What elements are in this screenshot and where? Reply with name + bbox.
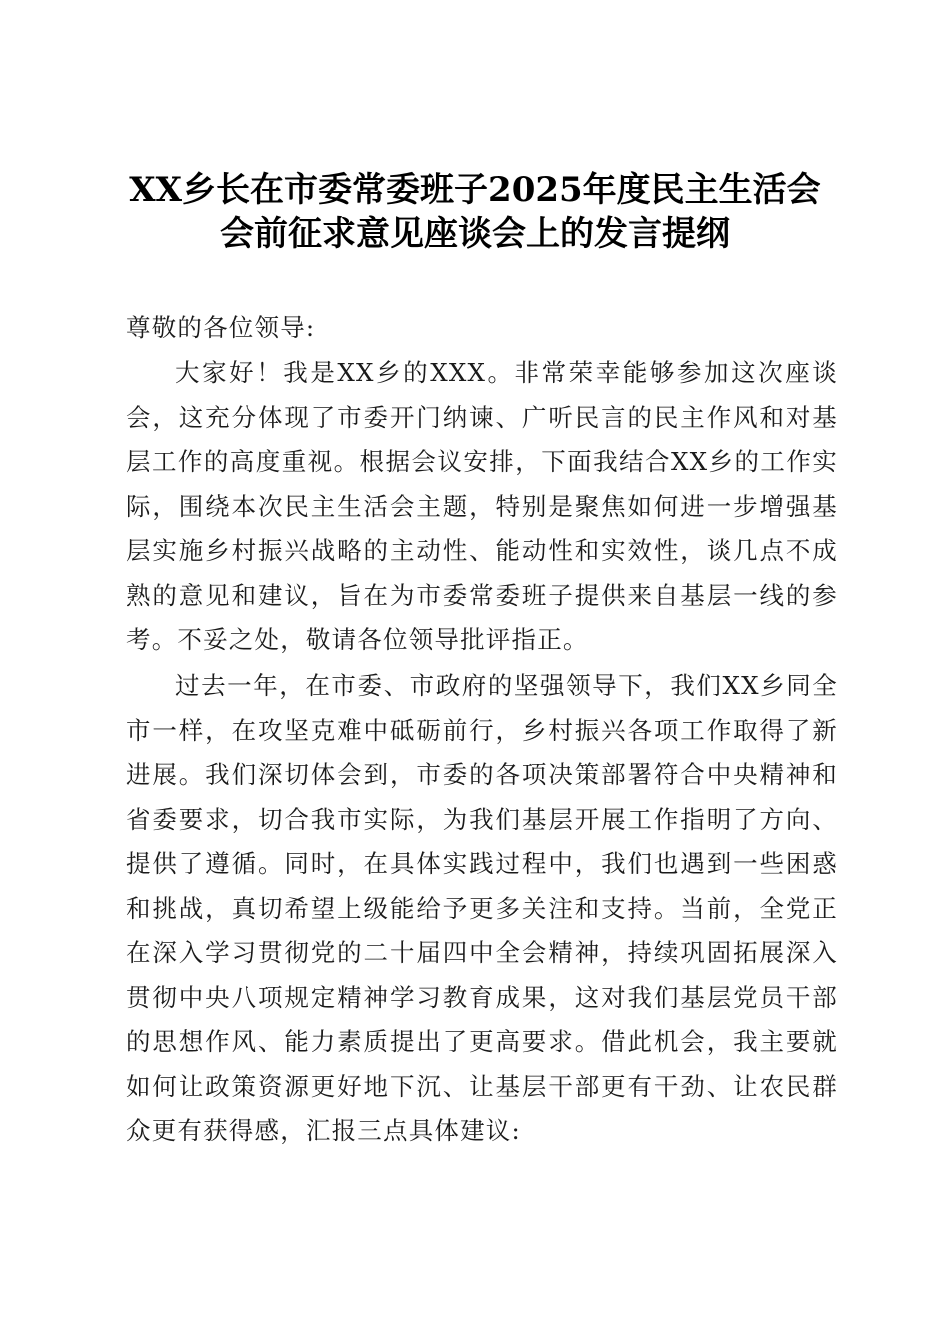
paragraph-2: 过去一年，在市委、市政府的坚强领导下，我们XX乡同全市一样，在攻坚克难中砥砺前行，乡村振兴各项工作取得了新进展。我们深切体会到，市委的各项决策部署符合中央精神和省委要求，切合我市实际，为我们基层开展工作指明了方向、提供了遵循。同时，在具体实践过程中，我们也遇到一些困惑和挑战，真切希望上级能给予更多关注和支持。当前，全党正在深入学习贯彻党的二十届四中全会精神，持续巩固拓展深入贯彻中央八项规定精神学习教育成果，这对我们基层党员干部的思想作风、能力素质提出了更高要求。借此机会，我主要就如何让政策资源更好地下沉、让基层干部更有干劲、让农民群众更有获得感，汇报三点具体建议:	[126, 671, 838, 1145]
document-title-line-1: XX乡长在市委常委班子2025年度民主生活会	[129, 170, 821, 210]
document-title-line-2: 会前征求意见座谈会上的发言提纲	[220, 214, 730, 254]
paragraph-1: 大家好！我是XX乡的XXX。非常荣幸能够参加这次座谈会，这充分体现了市委开门纳谏、广听民言的民主作风和对基层工作的高度重视。根据会议安排，下面我结合XX乡的工作实际，围绕本次民主生活会主题，特别是聚焦如何进一步增强基层实施乡村振兴战略的主动性、能动性和实效性，谈几点不成熟的意见和建议，旨在为市委常委班子提供来自基层一线的参考。不妥之处，敬请各位领导批评指正。	[126, 358, 838, 654]
salutation: 尊敬的各位领导:	[126, 313, 316, 342]
